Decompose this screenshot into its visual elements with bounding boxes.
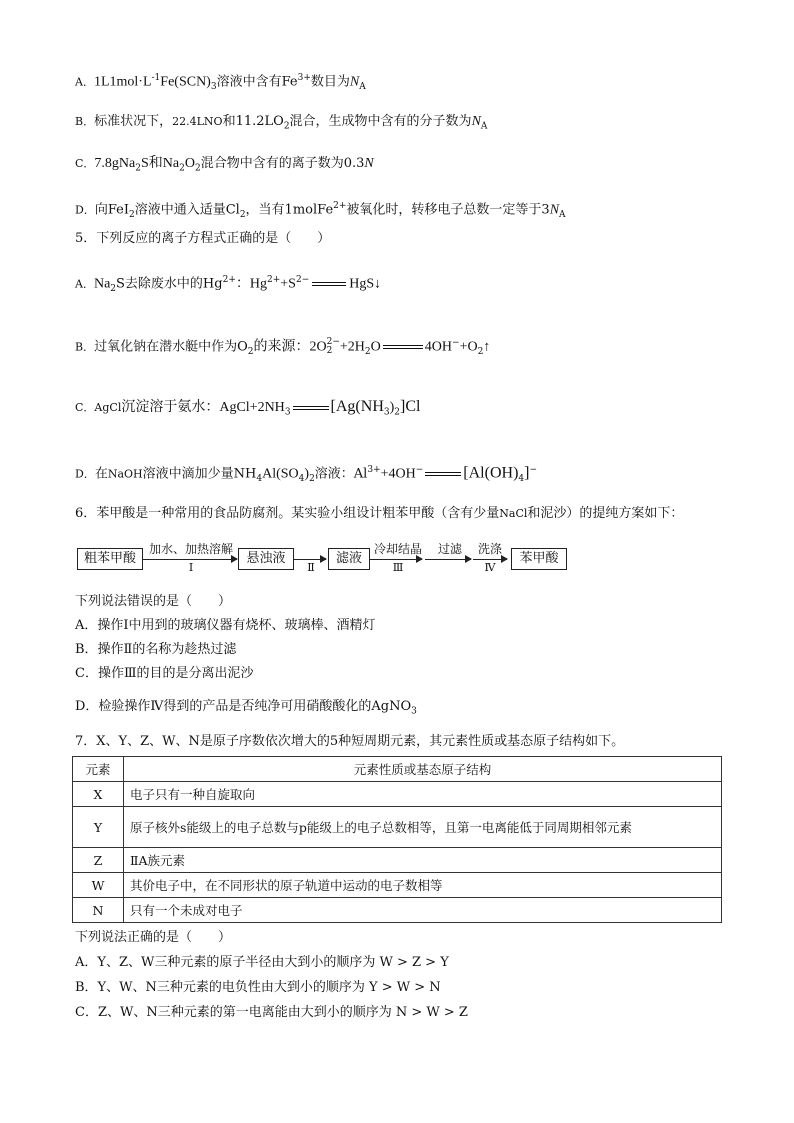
subscript: 2 bbox=[247, 346, 254, 357]
formula-text: ] bbox=[524, 464, 530, 482]
formula-text: 的来源：2O bbox=[253, 339, 327, 355]
q5-option-b bbox=[75, 333, 490, 362]
flow-arrow bbox=[425, 559, 471, 560]
reaction-equals-sign bbox=[293, 406, 329, 410]
q4-option-a bbox=[75, 68, 366, 97]
q5-option-a bbox=[75, 270, 381, 299]
table-header-cell: 元素性质或基态原子结构 bbox=[124, 757, 722, 782]
subscript: 3 bbox=[284, 407, 291, 418]
superscript: 2+ bbox=[222, 275, 236, 285]
reaction-equals-sign bbox=[383, 345, 423, 349]
option-text: D．检验操作Ⅳ得到的产品是否纯净可用硝酸酸化的AgNO bbox=[75, 699, 412, 714]
flow-step-label: 冷却结晶 bbox=[373, 542, 422, 556]
subscript: 4 bbox=[256, 473, 263, 484]
q6-option-d bbox=[75, 697, 417, 722]
superscript: 2+ bbox=[333, 201, 347, 211]
table-header-cell: 元素 bbox=[73, 757, 124, 782]
formula-text: +O bbox=[459, 339, 478, 355]
flow-step-number: Ⅳ bbox=[484, 561, 496, 574]
gas-arrow: ↑ bbox=[483, 339, 491, 355]
formula-text: AgCl bbox=[94, 401, 122, 414]
formula-text: Al(SO bbox=[262, 466, 299, 482]
flow-box-crude: 粗苯甲酸 bbox=[77, 548, 143, 570]
element-properties-table bbox=[72, 756, 722, 923]
subscript: 3 bbox=[411, 706, 417, 717]
q5-option-d bbox=[75, 460, 537, 489]
avogadro-symbol: N bbox=[364, 156, 374, 171]
superscript: 2+ bbox=[267, 275, 281, 285]
subscript: 2 bbox=[239, 209, 246, 220]
element-property-cell: 只有一个未成对电子 bbox=[124, 898, 722, 923]
flow-step-label: 过滤 bbox=[437, 542, 462, 556]
table-row bbox=[73, 807, 722, 848]
element-symbol-cell: Z bbox=[73, 848, 124, 873]
element-property-cell: ⅡA族元素 bbox=[124, 848, 722, 873]
superscript: − bbox=[415, 465, 424, 475]
option-text: 标准状况下， bbox=[94, 114, 173, 129]
flow-arrow bbox=[143, 559, 237, 560]
subscript: 2 bbox=[110, 283, 117, 294]
table-row bbox=[73, 782, 722, 807]
element-property-cell: 其价电子中，在不同形状的原子轨道中运动的电子数相等 bbox=[124, 873, 722, 898]
superscript: − bbox=[529, 465, 537, 475]
q7-option-c: C．Z、W、N三种元素的第一电离能由大到小的顺序为 N > W > Z bbox=[75, 1005, 468, 1020]
option-label: C． bbox=[75, 157, 95, 170]
q6-option-c: C．操作Ⅲ的目的是分离出泥沙 bbox=[75, 666, 254, 681]
option-label: A． bbox=[75, 277, 94, 291]
formula-text: 4OH bbox=[424, 339, 453, 355]
formula-text: [Ag(NH bbox=[330, 398, 384, 415]
formula-text: Fe(SCN) bbox=[160, 74, 211, 90]
option-text: 在 bbox=[94, 466, 108, 482]
flow-step-number: Ⅲ bbox=[392, 561, 404, 574]
avogadro-symbol: N bbox=[471, 114, 481, 129]
option-text: 向FeI bbox=[94, 202, 129, 218]
option-text: 22.4LNO bbox=[172, 115, 223, 128]
q6-option-a: A．操作Ⅰ中用到的玻璃仪器有烧杯、玻璃棒、酒精灯 bbox=[75, 618, 376, 633]
flow-arrow bbox=[473, 559, 507, 560]
q7-question: 下列说法正确的是（ ） bbox=[75, 930, 232, 945]
stem-text: 6．苯甲酸是一种常用的食品防腐剂。某实验小组设计粗苯甲酸（含有少量 bbox=[75, 506, 500, 521]
stacked-script bbox=[327, 338, 340, 356]
q7-stem: 7．X、Y、Z、W、N是原子序数依次增大的5种短周期元素，其元素性质或基态原子结构如下。 bbox=[75, 734, 625, 749]
option-text: 和11.2LO bbox=[222, 114, 284, 129]
option-text: 被氧化时，转移电子总数一定等于3 bbox=[346, 202, 550, 218]
stem-text: 和泥沙）的提纯方案如下： bbox=[527, 506, 684, 521]
option-text: 过氧化钠在潜水艇中作为O bbox=[94, 339, 248, 355]
element-property-cell: 原子核外s能级上的电子总数与p能级上的电子总数相等，且第一电离能低于同周期相邻元素 bbox=[124, 807, 722, 848]
q6-option-b: B．操作Ⅱ的名称为趁热过滤 bbox=[75, 642, 237, 657]
formula-text: [Al(OH) bbox=[463, 464, 519, 482]
superscript: -1 bbox=[151, 73, 161, 83]
formula-text: HgS↓ bbox=[349, 276, 382, 292]
element-property-cell: 电子只有一种自旋取向 bbox=[124, 782, 722, 807]
option-label: D． bbox=[75, 203, 95, 217]
avogadro-symbol: N bbox=[549, 202, 560, 218]
q5-option-c bbox=[75, 397, 420, 423]
q5-stem: 5．下列反应的离子方程式正确的是（ ） bbox=[75, 231, 331, 246]
option-text: 溶液中滴加少量NH bbox=[142, 466, 257, 482]
subscript: 3 bbox=[383, 407, 390, 418]
q6-question: 下列说法错误的是（ ） bbox=[75, 594, 232, 609]
flow-arrow bbox=[294, 559, 326, 560]
element-symbol-cell: Y bbox=[73, 807, 124, 848]
subscript: 2 bbox=[326, 345, 333, 356]
subscript: 3 bbox=[210, 81, 217, 92]
option-text: 数目为 bbox=[310, 74, 350, 90]
subscript: A bbox=[480, 121, 488, 132]
option-text: 溶液中通入适量Cl bbox=[134, 202, 240, 218]
q4-option-d bbox=[75, 196, 566, 225]
table-row bbox=[73, 873, 722, 898]
q7-option-a: A．Y、Z、W三种元素的原子半径由大到小的顺序为 W > Z > Y bbox=[75, 955, 449, 970]
option-label: D． bbox=[75, 467, 95, 481]
formula-text: ]Cl bbox=[400, 398, 421, 415]
flow-box-filtrate: 滤液 bbox=[328, 548, 370, 570]
formula-text: O bbox=[184, 156, 195, 171]
option-text: 溶液中含有Fe bbox=[216, 74, 298, 90]
purification-flowchart bbox=[75, 540, 575, 580]
q6-stem bbox=[75, 504, 683, 524]
subscript: 2 bbox=[364, 346, 371, 357]
subscript: 2 bbox=[135, 163, 141, 174]
subscript: 2 bbox=[477, 346, 484, 357]
reaction-equals-sign bbox=[312, 282, 346, 286]
superscript: 3+ bbox=[297, 73, 311, 83]
flow-step-number: Ⅱ bbox=[307, 561, 315, 574]
option-label: B． bbox=[75, 115, 95, 128]
option-label: C． bbox=[75, 401, 95, 414]
q4-option-c bbox=[75, 154, 374, 179]
formula-text: O bbox=[370, 339, 381, 355]
option-label: B． bbox=[75, 340, 95, 354]
flow-box-suspension: 悬浊液 bbox=[238, 548, 294, 570]
formula-text: Na bbox=[93, 276, 111, 292]
flow-arrow bbox=[370, 559, 422, 560]
formula-text: ) bbox=[389, 400, 395, 415]
option-text: 1L1mol·L bbox=[93, 74, 152, 90]
subscript: 2 bbox=[194, 163, 201, 174]
subscript: 2 bbox=[128, 209, 135, 220]
subscript: 2 bbox=[394, 407, 401, 418]
avogadro-symbol: N bbox=[349, 74, 360, 90]
subscript: 2 bbox=[309, 473, 315, 484]
subscript: 4 bbox=[298, 473, 305, 484]
element-symbol-cell: W bbox=[73, 873, 124, 898]
table-header-row bbox=[73, 757, 722, 782]
flow-step-label: 洗涤 bbox=[477, 542, 502, 556]
superscript: 2− bbox=[326, 336, 340, 347]
flow-step-number: Ⅰ bbox=[188, 561, 194, 574]
option-text: S去除废水中的Hg bbox=[116, 276, 223, 292]
table-row bbox=[73, 898, 722, 923]
subscript: A bbox=[359, 81, 366, 92]
table-row bbox=[73, 848, 722, 873]
flow-step-label: 加水、加热溶解 bbox=[148, 542, 233, 556]
q4-option-b bbox=[75, 112, 487, 137]
reaction-equals-sign bbox=[425, 472, 461, 476]
superscript: 3+ bbox=[367, 465, 381, 475]
formula-text: 7.8gNa bbox=[94, 156, 136, 171]
option-text: ，当有1molFe bbox=[245, 202, 334, 218]
element-symbol-cell: N bbox=[73, 898, 124, 923]
formula-text: +2H bbox=[339, 339, 365, 355]
formula-text: NaCl bbox=[499, 507, 528, 520]
option-text: 溶液：Al bbox=[314, 466, 368, 482]
element-symbol-cell: X bbox=[73, 782, 124, 807]
q7-option-b: B．Y、W、N三种元素的电负性由大到小的顺序为 Y > W > N bbox=[75, 980, 441, 995]
option-text: 混合物中含有的离子数为0.3 bbox=[200, 156, 365, 171]
formula-text: S和Na bbox=[140, 156, 180, 171]
formula-text: NaOH bbox=[107, 467, 143, 481]
option-text: 混合，生成物中含有的分子数为 bbox=[289, 114, 472, 129]
superscript: − bbox=[452, 338, 460, 348]
formula-text: +4OH bbox=[380, 466, 416, 482]
option-text: 沉淀溶于氨水：AgCl+2NH bbox=[121, 400, 285, 415]
formula-text: +S bbox=[280, 276, 296, 292]
subscript: A bbox=[559, 209, 566, 220]
subscript: 4 bbox=[518, 473, 525, 484]
superscript: 2− bbox=[295, 275, 310, 285]
formula-text: ) bbox=[304, 466, 310, 482]
option-label: A． bbox=[75, 75, 94, 89]
subscript: 2 bbox=[179, 163, 185, 174]
flow-box-product: 苯甲酸 bbox=[511, 548, 567, 570]
formula-text: ：Hg bbox=[235, 276, 267, 292]
subscript: 2 bbox=[283, 121, 290, 132]
